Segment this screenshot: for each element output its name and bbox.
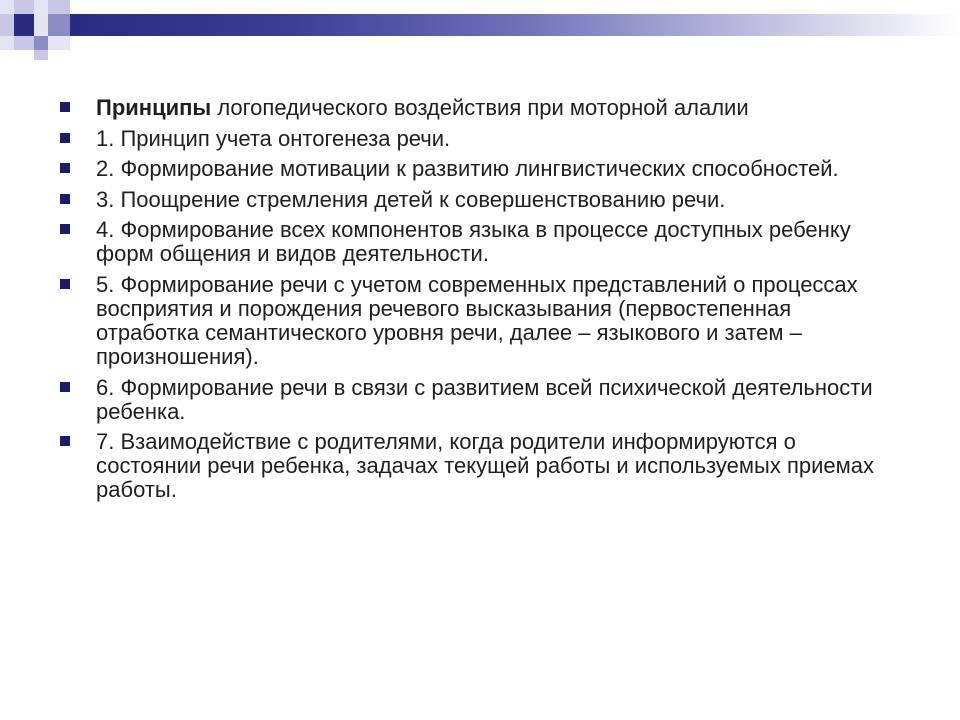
list-item-text: 1. Принцип учета онтогенеза речи. [96, 125, 451, 151]
square-bullet-icon [60, 163, 70, 173]
square-bullet-icon [60, 436, 70, 446]
square-bullet-icon [60, 102, 70, 112]
list-item-text: 6. Формирование речи в связи с развитием всей психической деятельности ребенка. [96, 374, 873, 424]
square-bullet-icon [60, 382, 70, 392]
list-item-text: логопедического воздействия при моторной алалии [211, 95, 749, 120]
header-decoration [0, 0, 960, 60]
deco-square [0, 14, 14, 36]
deco-square [14, 0, 34, 14]
list-item [60, 188, 900, 212]
deco-square [0, 0, 14, 14]
square-bullet-icon [60, 279, 70, 289]
deco-square [34, 0, 48, 14]
list-item [60, 157, 900, 181]
deco-square [34, 36, 48, 50]
list-item [60, 218, 900, 266]
list-item-text: 3. Поощрение стремления детей к совершенствованию речи. [96, 186, 726, 212]
list-item-bold: Принципы [96, 95, 212, 120]
principles-list [60, 96, 900, 509]
deco-square [48, 14, 70, 36]
square-bullet-icon [60, 133, 70, 143]
list-item-text: 2. Формирование мотивации к развитию лингвистических способностей. [96, 156, 839, 182]
list-item [60, 430, 900, 502]
list-item [60, 96, 900, 120]
deco-square [48, 36, 70, 50]
square-bullet-icon [60, 194, 70, 204]
list-item-text: 7. Взаимодействие с родителями, когда родители информируются о состоянии речи ребенка, задачах текущей работы и используемых приемах работы. [96, 429, 874, 503]
deco-square [34, 50, 48, 60]
deco-square [14, 36, 34, 50]
list-item [60, 127, 900, 151]
list-item-text: 5. Формирование речи с учетом современных представлений о процессах восприятия и порождения речевого высказывания (первостепенная отработка семантического уровня речи, далее – языкового и затем – произношения). [96, 271, 858, 369]
deco-square [48, 0, 70, 14]
deco-square [14, 14, 34, 36]
header-gradient-bar [70, 14, 960, 36]
list-item [60, 273, 900, 369]
deco-square [0, 36, 14, 50]
list-item-text: 4. Формирование всех компонентов языка в процессе доступных ребенку форм общения и видов деятельности. [96, 217, 851, 267]
square-bullet-icon [60, 224, 70, 234]
list-item [60, 376, 900, 424]
deco-square [34, 14, 48, 36]
